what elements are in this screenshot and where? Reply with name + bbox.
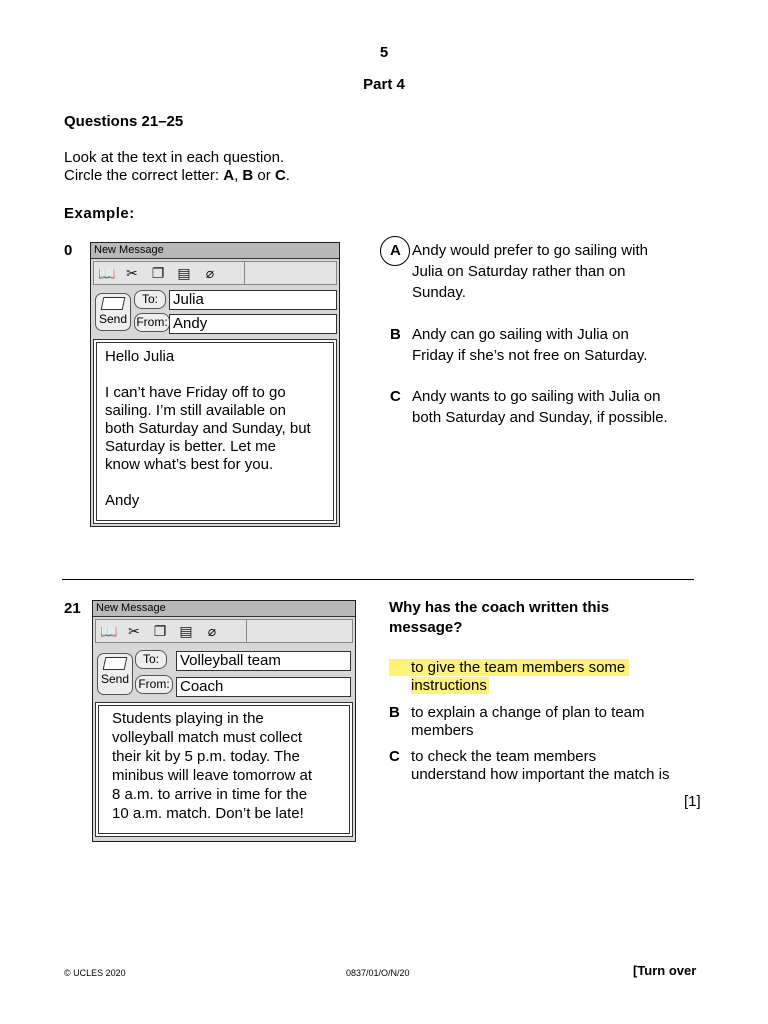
body-line: both Saturday and Sunday, but: [105, 420, 311, 437]
option-c[interactable]: [390, 386, 720, 430]
option-line: Friday if she’s not free on Saturday.: [412, 347, 648, 364]
option-b[interactable]: [389, 704, 719, 742]
option-letter: A: [390, 242, 401, 259]
page-number: 5: [379, 44, 389, 61]
question-number: 0: [64, 242, 73, 259]
from-label: From:: [134, 313, 170, 332]
address-book-icon: 📖: [98, 264, 116, 281]
body-line: sailing. I’m still available on: [105, 402, 286, 419]
turn-over: [Turn over: [633, 963, 697, 978]
message-body[interactable]: [93, 339, 337, 524]
copy-icon: ❐: [151, 264, 165, 281]
letter-a: A: [223, 167, 235, 184]
option-line: both Saturday and Sunday, if possible.: [412, 409, 668, 426]
message-body[interactable]: [95, 702, 353, 837]
part-title: Part 4: [363, 76, 405, 93]
option-line-highlighted: to give the team members some: [389, 659, 629, 676]
option-line: to check the team members: [411, 748, 597, 765]
option-line: Julia on Saturday rather than on: [412, 263, 626, 280]
toolbar: [95, 619, 353, 643]
sep: ,: [234, 167, 243, 184]
option-line: members: [411, 722, 474, 739]
question-line: message?: [389, 619, 463, 636]
body-line: minibus will leave tomorrow at: [112, 767, 313, 784]
option-line: Andy would prefer to go sailing with: [412, 242, 648, 259]
letter-b: B: [242, 167, 254, 184]
toolbar-divider: [246, 620, 247, 642]
body-line: volleyball match must collect: [112, 729, 303, 746]
copyright: © UCLES 2020: [64, 968, 126, 978]
question-number: 21: [64, 600, 81, 617]
body-line: I can’t have Friday off to go: [105, 384, 286, 401]
option-letter: B: [389, 704, 400, 721]
send-button[interactable]: [97, 653, 133, 695]
option-a[interactable]: [389, 659, 719, 697]
option-line: understand how important the match is: [411, 766, 670, 783]
to-field[interactable]: Volleyball team: [176, 651, 351, 671]
signature: Andy: [105, 492, 140, 509]
instruction-line-1: Look at the text in each question.: [64, 149, 285, 166]
option-line: to explain a change of plan to team: [411, 704, 645, 721]
option-c[interactable]: [389, 748, 719, 786]
paperclip-icon: ⌀: [207, 622, 217, 639]
letter-c: C: [274, 167, 286, 184]
option-letter: B: [390, 326, 401, 343]
window-title: New Message: [91, 243, 339, 259]
question-line: Why has the coach written this: [389, 599, 610, 616]
email-window: [90, 242, 340, 527]
sep: or: [253, 167, 275, 184]
example-label: Example:: [64, 205, 135, 222]
from-field[interactable]: Andy: [169, 314, 337, 334]
questions-range: Questions 21–25: [64, 113, 184, 130]
scissors-icon: ✂: [128, 622, 140, 639]
section-divider: [62, 579, 694, 580]
to-label: To:: [135, 650, 167, 669]
body-line: their kit by 5 p.m. today. The: [112, 748, 300, 765]
option-line: Andy wants to go sailing with Julia on: [412, 388, 661, 405]
option-line: Sunday.: [412, 284, 466, 301]
period: .: [285, 167, 290, 184]
option-letter: C: [390, 388, 401, 405]
from-field[interactable]: Coach: [176, 677, 351, 697]
send-button[interactable]: [95, 293, 131, 331]
copy-icon: ❐: [153, 622, 167, 639]
to-label: To:: [134, 290, 166, 309]
option-line-highlighted: instructions: [411, 677, 487, 694]
paperclip-icon: ⌀: [205, 264, 215, 281]
toolbar: [93, 261, 337, 285]
toolbar-divider: [244, 262, 245, 284]
paste-icon: ▤: [179, 622, 193, 639]
instruction-prefix: Circle the correct letter:: [64, 167, 224, 184]
body-line: know what’s best for you.: [105, 456, 274, 473]
body-line: Students playing in the: [112, 710, 264, 727]
mark-allocation: [1]: [684, 793, 701, 810]
window-title: New Message: [93, 601, 355, 617]
instruction-line-2: [64, 167, 290, 184]
send-label: Send: [98, 312, 128, 326]
option-line: Andy can go sailing with Julia on: [412, 326, 629, 343]
to-field[interactable]: Julia: [169, 290, 337, 310]
from-label: From:: [135, 675, 173, 694]
body-line: 10 a.m. match. Don’t be late!: [112, 805, 304, 822]
question-stem: [389, 598, 609, 638]
send-icon: [103, 657, 128, 670]
body-line: 8 a.m. to arrive in time for the: [112, 786, 308, 803]
option-a[interactable]: [390, 240, 720, 306]
address-book-icon: 📖: [100, 622, 118, 639]
greeting: Hello Julia: [105, 348, 175, 365]
scissors-icon: ✂: [126, 264, 138, 281]
paper-code: 0837/01/O/N/20: [346, 968, 410, 978]
body-line: Saturday is better. Let me: [105, 438, 276, 455]
send-icon: [101, 297, 126, 310]
send-label: Send: [100, 672, 130, 686]
email-window: [92, 600, 356, 842]
option-letter: C: [389, 748, 400, 765]
paste-icon: ▤: [177, 264, 191, 281]
option-b[interactable]: [390, 324, 720, 368]
